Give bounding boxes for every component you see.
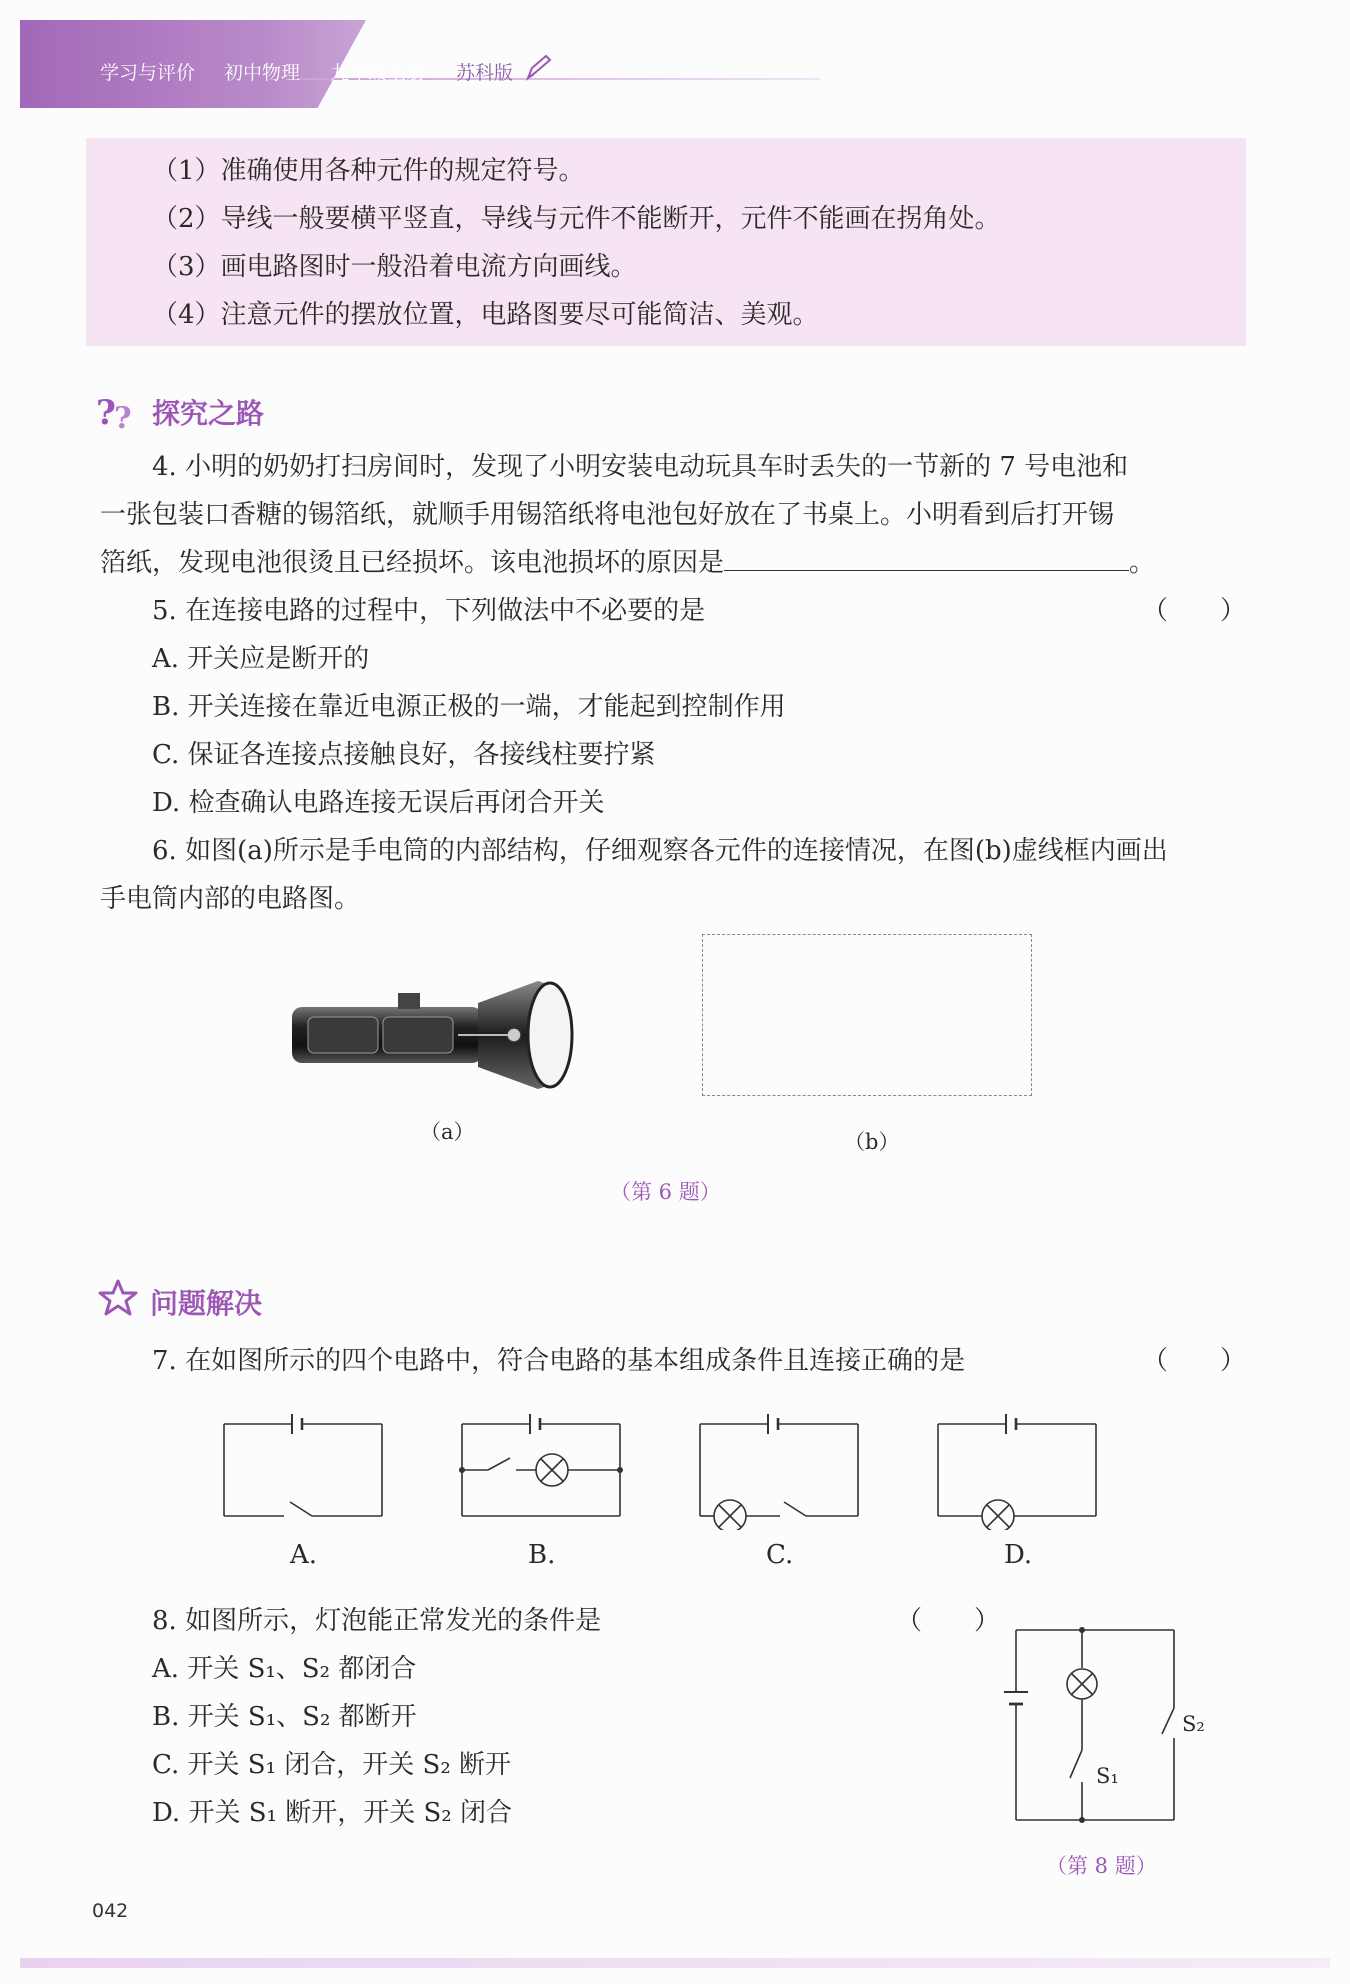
note-4: （4）注意元件的摆放位置，电路图要尽可能简洁、美观。 (152, 300, 819, 330)
svg-text:?: ? (96, 393, 116, 433)
q8-option-d: D. 开关 S₁ 断开，开关 S₂ 闭合 (152, 1798, 512, 1828)
note-3: （3）画电路图时一般沿着电流方向画线。 (152, 252, 637, 282)
q5-option-a: A. 开关应是断开的 (152, 644, 370, 674)
q7-label-c: C. (766, 1540, 794, 1570)
star-icon (98, 1278, 138, 1318)
figure-a-label: （a） (420, 1120, 475, 1144)
figure-b-drawing-area[interactable] (702, 934, 1032, 1096)
q5-option-b: B. 开关连接在靠近电源正极的一端，才能起到控制作用 (152, 692, 786, 722)
q5-option-d: D. 检查确认电路连接无误后再闭合开关 (152, 788, 605, 818)
header-edition: 苏科版 (456, 62, 514, 84)
figure-b-label: （b） (844, 1130, 900, 1154)
q8-option-b: B. 开关 S₁、S₂ 都断开 (152, 1702, 417, 1732)
footer-band (20, 1958, 1330, 1968)
q4-answer-blank[interactable] (724, 544, 1129, 571)
q8-label-s2: S₂ (1182, 1712, 1205, 1736)
q7-circuits (200, 1400, 1140, 1530)
q4-line3-text: 箔纸，发现电池很烫且已经损坏。该电池损坏的原因是 (100, 548, 725, 578)
circuit-c (700, 1414, 858, 1530)
q7-stem: 7. 在如图所示的四个电路中，符合电路的基本组成条件且连接正确的是 (152, 1346, 966, 1376)
q8-label-s1: S₁ (1096, 1764, 1119, 1788)
section-title-explore: 探究之路 (152, 397, 265, 430)
page-number: 042 (92, 1900, 129, 1922)
q4-line3-end: 。 (1129, 548, 1156, 578)
circuit-a (224, 1414, 382, 1516)
q7-label-a: A. (290, 1540, 318, 1570)
q6-line1: 6. 如图(a)所示是手电筒的内部结构，仔细观察各元件的连接情况，在图(b)虚线框内画出 (152, 836, 1168, 866)
note-2: （2）导线一般要横平竖直，导线与元件不能断开，元件不能画在拐角处。 (152, 204, 1001, 234)
q7-label-d: D. (1004, 1540, 1033, 1570)
q7-answer-bracket[interactable]: （ ） (1142, 1346, 1247, 1376)
svg-text:?: ? (114, 401, 132, 434)
header-grade: 九年级上册 (330, 62, 426, 84)
header-subject: 初中物理 (224, 62, 301, 84)
q6-line2: 手电筒内部的电路图。 (100, 884, 361, 914)
circuit-d (938, 1414, 1096, 1530)
q5-stem: 5. 在连接电路的过程中，下列做法中不必要的是 (152, 596, 706, 626)
note-1: （1）准确使用各种元件的规定符号。 (152, 156, 585, 186)
q8-option-c: C. 开关 S₁ 闭合，开关 S₂ 断开 (152, 1750, 512, 1780)
q4-line2: 一张包装口香糖的锡箔纸，就顺手用锡箔纸将电池包好放在了书桌上。小明看到后打开锡 (100, 500, 1115, 530)
q8-answer-bracket[interactable]: （ ） (896, 1606, 1001, 1636)
q5-answer-bracket[interactable]: （ ） (1142, 596, 1247, 626)
q8-caption: （第 8 题） (1046, 1854, 1157, 1878)
q8-option-a: A. 开关 S₁、S₂ 都闭合 (152, 1654, 417, 1684)
q4-line3 (100, 542, 1155, 579)
question-marks-icon (96, 390, 142, 434)
q7-label-b: B. (528, 1540, 556, 1570)
flashlight-illustration (288, 975, 588, 1095)
q6-caption: （第 6 题） (610, 1180, 721, 1204)
q4-line1: 4. 小明的奶奶打扫房间时，发现了小明安装电动玩具车时丢失的一节新的 7 号电池和 (152, 452, 1129, 482)
section-title-solve: 问题解决 (150, 1287, 263, 1320)
circuit-b (462, 1414, 620, 1516)
header-book: 学习与评价 (100, 62, 196, 84)
pencil-icon (524, 54, 552, 82)
q5-option-c: C. 保证各连接点接触良好，各接线柱要拧紧 (152, 740, 656, 770)
q8-stem: 8. 如图所示，灯泡能正常发光的条件是 (152, 1606, 602, 1636)
